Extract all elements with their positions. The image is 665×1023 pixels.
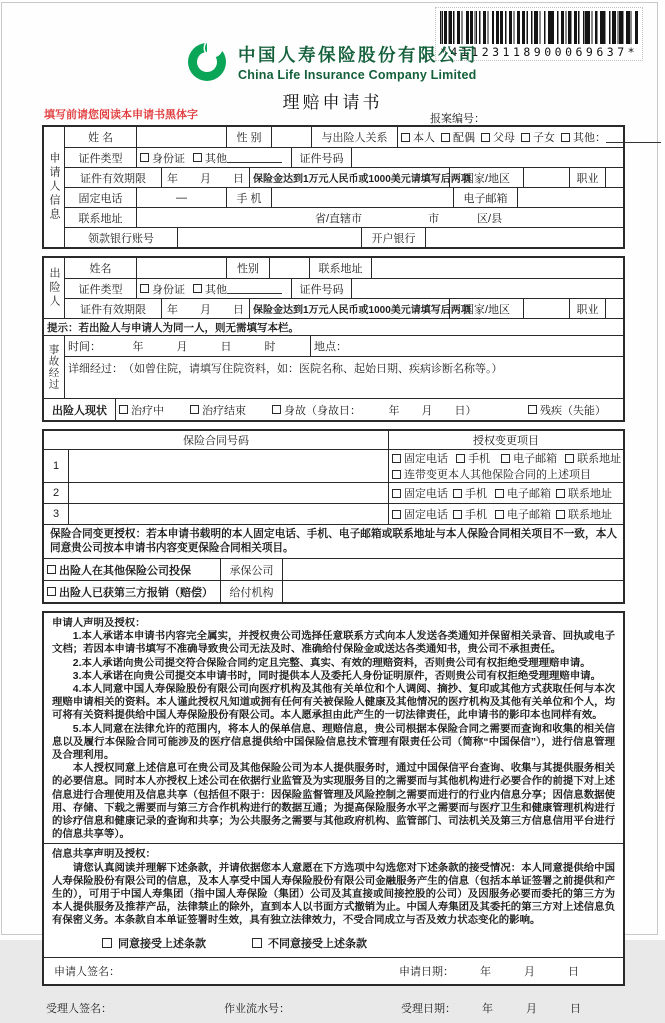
checkbox-icon[interactable]: [453, 510, 462, 519]
relation-spouse[interactable]: 配偶: [441, 129, 475, 145]
insured-contact-field[interactable]: [371, 258, 623, 278]
change-mobile[interactable]: 手机: [456, 450, 490, 466]
report-no-label: 报案编号：: [430, 113, 485, 125]
checkbox-icon[interactable]: [556, 489, 565, 498]
change-options-3: [388, 504, 623, 524]
insured-occupation-field[interactable]: [605, 299, 623, 318]
accident-detail-hint: （如曾住院，请填写住院资料，如：医院名称、起始日期、疾病诊断名称等。）: [123, 363, 503, 375]
change-email[interactable]: 电子邮箱: [501, 450, 557, 466]
applicant-occupation-field[interactable]: [605, 168, 623, 187]
insured-country-field[interactable]: [523, 299, 569, 318]
change-address[interactable]: 联系地址: [565, 450, 621, 466]
other-insurer-option[interactable]: 出险人在其他保险公司投保: [44, 559, 220, 580]
city-label: 市: [428, 212, 440, 225]
checkbox-icon[interactable]: [272, 405, 281, 414]
checkbox-icon[interactable]: [392, 510, 401, 519]
contract-no-header: 保险合同号码: [183, 435, 249, 447]
accident-detail-field[interactable]: [65, 357, 623, 376]
apply-date-label: 申请日期：: [399, 965, 454, 978]
change-phone[interactable]: 固定电话: [392, 506, 448, 522]
applicant-mobile-grid[interactable]: [271, 188, 453, 207]
declaration-item: 本人授权同意上述信息可在贵公司及其他保险公司为本人提供服务时，通过中国保信平台查询、收集与其提供服务相关的必要信息。同时本人亦授权上述公司在依据行业监管及为实现服务目的之需要而与其他机构进行必要合作的前提下对上述信息进行合理使用及信息共享（包括但不限于：因保险监督管理及风险控制之需要而进行的行业内信息分享；因信息数据使用、存储、下载之需要而与第三方合作机构进行的数据互通；为提高保险服务水平之需要而与医疗卫生和健康管理机构进行的诊疗信息和健康记录的查询和共享；为公共服务之需要与其他政府机构、监管部门、司法机关及第三方信息信用平台进行的信息共享等）。: [52, 763, 615, 841]
insured-section: [42, 256, 625, 422]
money-note: 保险金达到1万元人民币或1000美元请填写后两项: [249, 168, 449, 187]
applicant-section-label: 申请人信息: [44, 127, 65, 247]
checkbox-icon[interactable]: [495, 510, 504, 519]
status-treatment-done[interactable]: 治疗结束: [190, 402, 246, 418]
change-linked[interactable]: 连带变更本人其他保险合同的上述项目: [392, 466, 591, 482]
contract-no-field-2[interactable]: [68, 483, 388, 503]
china-life-logo-icon: [187, 42, 227, 82]
bank-account-field[interactable]: [177, 228, 361, 247]
relation-options: [397, 127, 623, 147]
contract-no-field-3[interactable]: [68, 504, 388, 524]
applicant-id-type-options: [136, 148, 291, 167]
checkbox-icon[interactable]: [441, 133, 450, 142]
applicant-email-label: 电子邮箱: [453, 188, 517, 207]
accident-time-units: 年 月 日 时: [132, 341, 276, 353]
status-options: [115, 399, 623, 420]
insured-id-no-label: 证件号码: [291, 279, 351, 298]
authorization-note: 保险合同变更授权：若本申请书载明的本人固定电话、手机、电子邮箱或联系地址与本人保险合同相关项目不一致，本人同意贵公司按本申请书内容变更保险合同相关项目。: [44, 524, 623, 558]
form-header: [0, 0, 665, 125]
applicant-gender-label: 性 别: [226, 127, 271, 147]
sharing-body: 请您认真阅读并理解下述条款，并请依据您本人意愿在下方选项中勾选您对下述条款的接受情况：本人同意提供给中国人寿保险股份有限公司的信息，及本人享受中国人寿保险股份有限公司金融服务产生的信息（包括本单证签署之前提供和产生的），可用于中国人寿集团（指中国人寿保险（集团）公司及其直接或间接控股的公司）及因服务必要而委托的第三方为本人提供服务及推荐产品，法律禁止的除外，直到本人以书面方式撤销为止。中国人寿集团及其委托的第三方对上述信息负有保密义务。本条款自本单证签署时生效，具有独立法律效力，不受合同成立与否及效力状态变化的影响。: [52, 862, 615, 927]
applicant-section: [42, 125, 625, 249]
checkbox-icon[interactable]: [47, 587, 56, 596]
checkbox-icon[interactable]: [392, 454, 401, 463]
insured-section-label: 出险人: [44, 258, 65, 318]
checkbox-icon[interactable]: [140, 153, 149, 162]
applicant-occupation-label: 职业: [569, 168, 605, 187]
checkbox-icon[interactable]: [392, 489, 401, 498]
change-phone[interactable]: 固定电话: [392, 485, 448, 501]
serial-label: 作业流水号：: [224, 1002, 290, 1015]
accident-time-label: 时间：: [68, 341, 101, 353]
money-note: 保险金达到1万元人民币或1000美元请填写后两项: [249, 299, 449, 318]
insured-id-valid-date[interactable]: 年 月 日: [161, 299, 249, 318]
declaration-item: 5.本人同意在法律允许的范围内，将本人的保单信息、理赔信息，贵公司根据本保险合同之需要而查询和收集的相关信息以及履行本保险合同可能涉及的医疗信息提供给中国保险信息技术管理有限责任公司（简称“中国保信”），进行信息管理及合理利用。: [52, 723, 615, 762]
contract-row-no: 1: [52, 460, 60, 472]
declaration-item: 1.本人承诺本申请书内容完全属实，并授权贵公司选择任意联系方式向本人发送各类通知并保留相关录音、回执或电子文档；若因本申请书填写不准确导致贵公司无法及时、准确给付保险金或送达各类通知书，贵公司不承担责任。: [52, 631, 615, 656]
status-in-treatment[interactable]: 治疗中: [119, 402, 164, 418]
payer-label: 给付机构: [220, 581, 282, 602]
checkbox-icon[interactable]: [140, 284, 149, 293]
checkbox-icon[interactable]: [495, 489, 504, 498]
checkbox-icon[interactable]: [556, 510, 565, 519]
declaration-item: 4.本人同意中国人寿保险股份有限公司向医疗机构及其他有关单位和个人调阅、摘抄、复印或其他方式获取任何与本次理赔申请相关的资料。本人谨此授权凡知道或拥有任何有关被保险人健康及其他情况的医疗机构及其他有关单位和个人，均可将有关资料提供给中国人寿保险股份有限公司。本人愿承担由此产生的一切法律责任，此申请书的影印本也同样有效。: [52, 684, 615, 722]
checkbox-icon[interactable]: [102, 938, 112, 948]
contracts-section: [42, 429, 625, 604]
insured-name-label: 姓名: [89, 263, 112, 275]
id-type-idcard[interactable]: 身份证: [140, 150, 185, 166]
change-options-2: [388, 483, 623, 503]
insured-country-label: 国家/地区: [449, 299, 523, 318]
applicant-phone-field[interactable]: —: [136, 188, 226, 207]
change-options-1: [388, 450, 623, 482]
applicant-id-no-grid[interactable]: [351, 148, 623, 167]
applicant-declaration: [44, 613, 623, 843]
applicant-country-label: 国家/地区: [449, 168, 523, 187]
applicant-country-field[interactable]: [523, 168, 569, 187]
checkbox-icon[interactable]: [190, 405, 199, 414]
accident-time-field[interactable]: [65, 336, 310, 356]
insured-gender-label: 性别: [226, 258, 269, 278]
barcode-digits: *41123118900069637*: [440, 45, 639, 59]
district-label: 区/县: [477, 212, 503, 225]
checkbox-icon[interactable]: [193, 153, 202, 162]
applicant-id-valid-label: 证件有效期限: [80, 172, 146, 185]
change-address[interactable]: 联系地址: [556, 485, 612, 501]
contract-row-no: 3: [52, 508, 60, 520]
change-mobile[interactable]: 手机: [453, 506, 487, 522]
bank-field[interactable]: [425, 228, 623, 247]
change-mobile[interactable]: 手机: [453, 485, 487, 501]
disagree-option[interactable]: 不同意接受上述条款: [252, 935, 367, 951]
applicant-email-field[interactable]: [517, 188, 623, 207]
consent-options: [44, 930, 623, 957]
bank-label: 开户银行: [361, 228, 425, 247]
applicant-phone-label: 固定电话: [78, 192, 123, 205]
applicant-name-field[interactable]: [136, 127, 226, 147]
red-notice: 填写前请您阅读本申请书黑体字: [44, 109, 198, 121]
barcode-bars-icon: [440, 11, 638, 44]
signature-row: [44, 957, 623, 984]
checkbox-icon[interactable]: [501, 454, 510, 463]
accident-place-field[interactable]: [310, 336, 623, 356]
declaration-item: 3.本人承诺在向贵公司提交本申请书时，同时提供本人及委托人身份证明原件，否则贵公司有权拒绝受理理赔申请。: [72, 670, 601, 682]
id-type-other-field[interactable]: [227, 152, 282, 163]
carrier-label: 承保公司: [220, 559, 282, 580]
id-type-other[interactable]: 其他: [193, 150, 282, 166]
change-phone[interactable]: 固定电话: [392, 450, 448, 466]
insured-occupation-label: 职业: [569, 299, 605, 318]
applicant-address-field[interactable]: [136, 208, 623, 227]
relation-parent[interactable]: 父母: [481, 129, 515, 145]
bank-account-label: 领款银行账号: [88, 232, 154, 245]
checkbox-icon[interactable]: [456, 454, 465, 463]
relation-label: 与出险人关系: [311, 127, 397, 147]
applicant-mobile-label: 手 机: [226, 188, 271, 207]
apply-date-field[interactable]: 年 月 日: [480, 965, 579, 978]
checkbox-icon[interactable]: [521, 133, 530, 142]
declaration-section: [42, 611, 625, 986]
company-brand: [0, 42, 665, 82]
checkbox-icon[interactable]: [481, 133, 490, 142]
applicant-id-valid-date[interactable]: 年 月 日: [161, 168, 249, 187]
change-address[interactable]: 联系地址: [556, 506, 612, 522]
change-email[interactable]: 电子邮箱: [495, 485, 551, 501]
checkbox-icon[interactable]: [252, 938, 262, 948]
handler-sign-label: 受理人签名：: [46, 1002, 112, 1015]
id-type-other-field[interactable]: [227, 283, 282, 294]
accept-date-field[interactable]: 年 月 日: [482, 1002, 581, 1015]
sharing-title: 信息共享声明及授权：: [52, 849, 156, 861]
relation-other-field[interactable]: [606, 132, 661, 143]
applicant-id-no-label: 证件号码: [291, 148, 351, 167]
status-death[interactable]: 身故（身故日： 年 月 日）: [272, 402, 477, 418]
insured-id-valid-label: 证件有效期限: [80, 303, 146, 316]
checkbox-icon[interactable]: [119, 405, 128, 414]
contract-row-no: 2: [52, 487, 60, 499]
company-name-cn: 中国人寿保险股份有限公司: [238, 45, 478, 65]
status-disability[interactable]: 残疾（失能）: [528, 402, 606, 418]
checkbox-icon[interactable]: [47, 565, 56, 574]
accident-place-label: 地点：: [314, 341, 347, 353]
applicant-id-type-label: 证件类型: [78, 152, 123, 165]
accident-section-label: 事故经过: [44, 336, 65, 398]
relation-other[interactable]: 其他：: [561, 129, 661, 145]
checkbox-icon[interactable]: [565, 454, 574, 463]
accept-date-label: 受理日期：: [401, 1002, 456, 1015]
applicant-sign-label: 申请人签名：: [54, 965, 120, 978]
insured-id-type-options: [136, 279, 291, 298]
form-title: 理赔申请书: [282, 93, 383, 112]
checkbox-icon[interactable]: [528, 405, 537, 414]
insured-tip: 提示：若出险人与申请人为同一人，则无需填写本栏。: [47, 321, 299, 334]
checkbox-icon[interactable]: [453, 489, 462, 498]
insured-name-field[interactable]: [136, 258, 226, 278]
declaration-title: 申请人声明及授权：: [52, 618, 146, 629]
company-name-en: China Life Insurance Company Limited: [238, 68, 477, 82]
third-party-option[interactable]: 出险人已获第三方报销（赔偿）: [44, 581, 220, 602]
checkbox-icon[interactable]: [392, 470, 401, 479]
checkbox-icon[interactable]: [561, 133, 570, 142]
checkbox-icon[interactable]: [193, 284, 202, 293]
carrier-field[interactable]: [282, 559, 623, 580]
insured-gender-field[interactable]: [269, 258, 309, 278]
province-label: 省/直辖市: [315, 212, 363, 225]
status-label: 出险人现状: [52, 404, 107, 417]
applicant-gender-field[interactable]: [271, 127, 311, 147]
insured-id-no-grid[interactable]: [351, 279, 623, 298]
applicant-name-label: 姓 名: [87, 132, 114, 144]
accident-detail-label: 详细经过：: [68, 363, 123, 375]
declaration-item: 2.本人承诺向贵公司提交符合保险合同约定且完整、真实、有效的理赔资料，否则贵公司有权拒绝受理理赔申请。: [72, 657, 591, 669]
info-sharing-declaration: [44, 843, 623, 929]
insured-contact-label: 联系地址: [309, 258, 371, 278]
handler-row: [42, 993, 625, 1023]
id-type-idcard[interactable]: 身份证: [140, 281, 185, 297]
payer-field[interactable]: [282, 581, 623, 602]
change-email[interactable]: 电子邮箱: [495, 506, 551, 522]
change-items-header: 授权变更项目: [388, 431, 623, 449]
contract-no-field-1[interactable]: [68, 450, 388, 482]
relation-self[interactable]: 本人: [401, 129, 435, 145]
id-type-other[interactable]: 其他: [193, 281, 282, 297]
agree-option[interactable]: 同意接受上述条款: [102, 935, 206, 951]
applicant-address-label: 联系地址: [78, 212, 123, 225]
relation-child[interactable]: 子女: [521, 129, 555, 145]
insured-id-type-label: 证件类型: [78, 283, 123, 296]
checkbox-icon[interactable]: [401, 133, 410, 142]
